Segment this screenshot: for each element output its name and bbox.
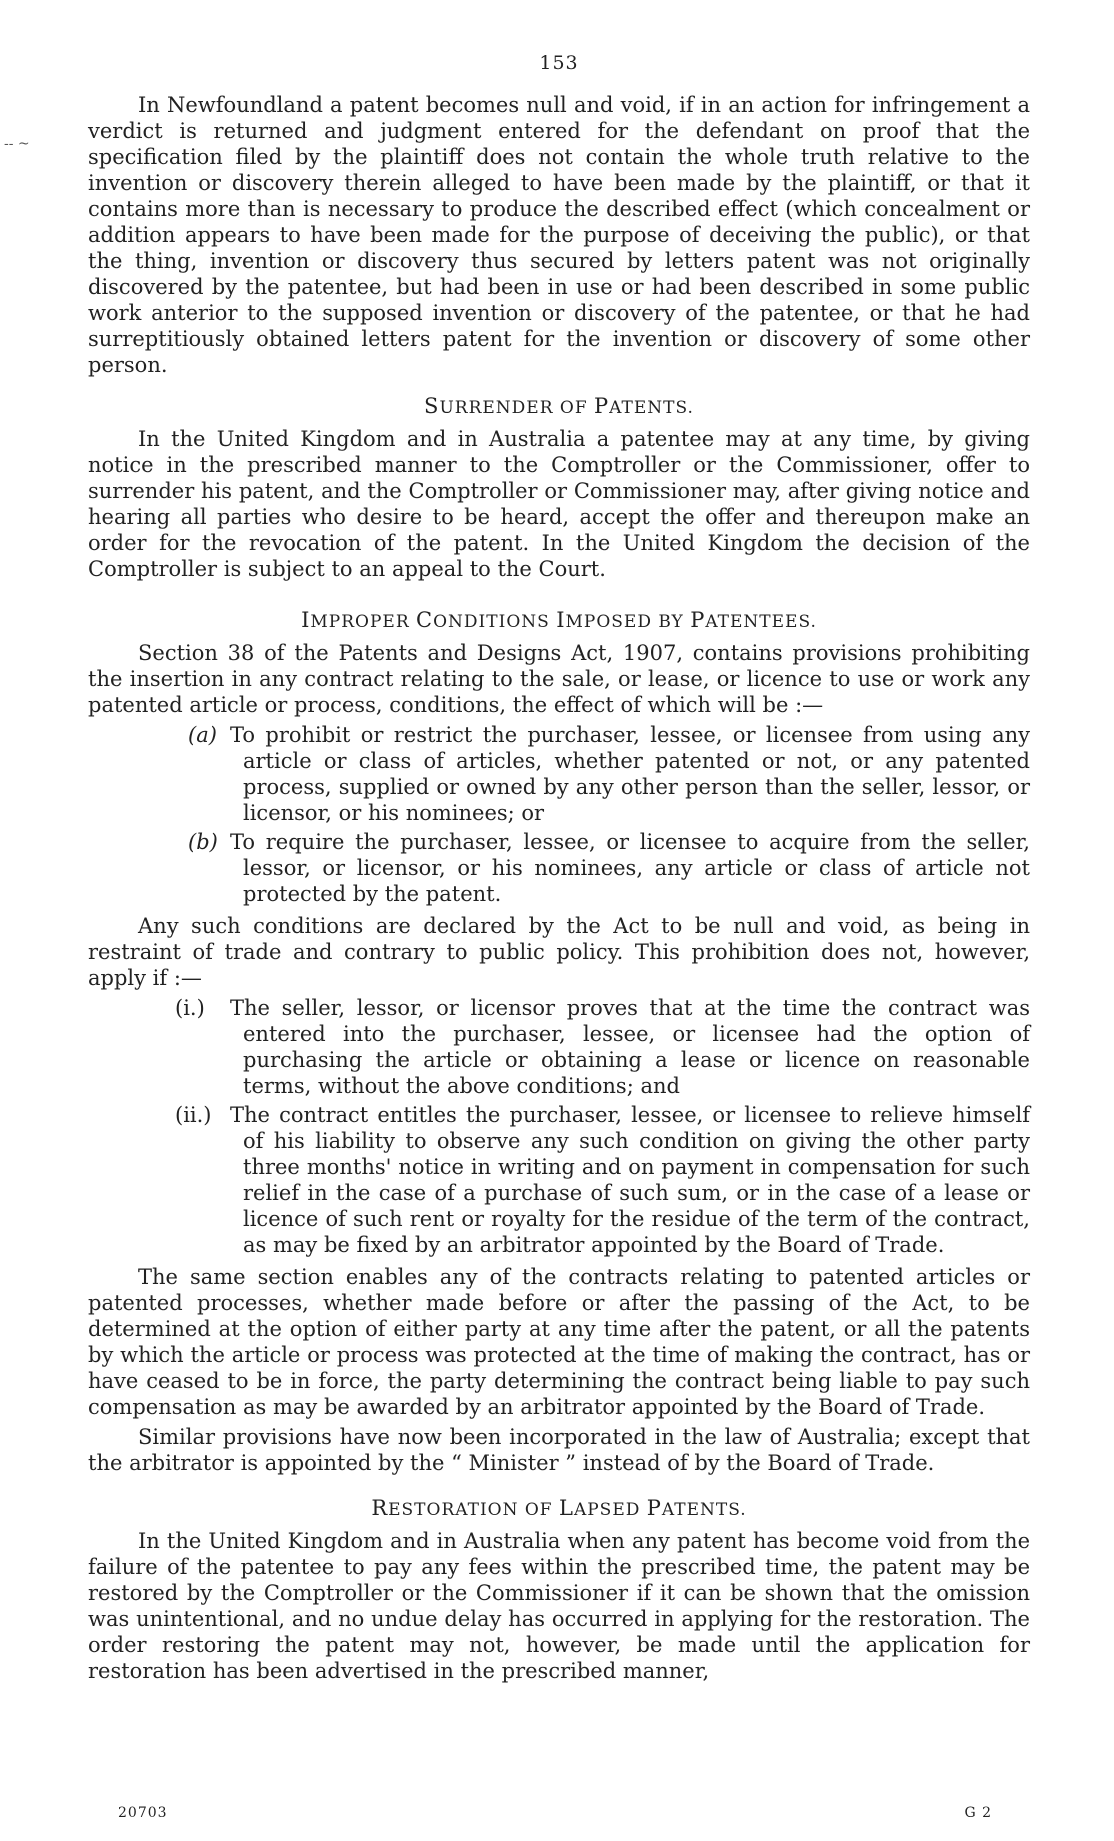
signature-mark: G 2 (964, 1805, 992, 1821)
heading-text: ESTORATION OF (388, 1500, 560, 1520)
list-item (88, 995, 1030, 1099)
heading-text: ATENTS. (661, 1500, 747, 1520)
void-conditions-paragraph: Any such conditions are declared by the Act to be null and void, as being in restraint of trade and contrary to public policy. This prohibition does not, however, apply if :— (88, 914, 1030, 990)
heading-cap: C (416, 608, 434, 632)
page-number: 153 (539, 52, 579, 74)
list-marker: (b) (188, 830, 218, 854)
similar-provisions-paragraph: Similar provisions have now been incorporated in the law of Australia; except that the arbitrator is appointed by the “ Minister ” instead of by the Board of Trade. (88, 1425, 1030, 1475)
list-item (88, 829, 1030, 907)
surrender-heading (88, 394, 1030, 418)
heading-cap: P (646, 1496, 662, 1520)
heading-text: MPROPER (310, 612, 417, 632)
list-item (88, 722, 1030, 826)
list-item-text: The contract entitles the purchaser, lessee, or licensee to relieve himself of his liability to observe any such condition on giving the other party three months' notice in writing and on payment in compensation for such relief in the case of a purchase of such sum, or in the case of a lease or licence of such rent or royalty for the residue of the term of the contract, as may be fixed by an arbitrator appointed by the Board of Trade. (230, 1103, 1030, 1257)
list-marker: (i.) (175, 996, 205, 1020)
heading-text: URRENDER OF (439, 398, 595, 418)
margin-mark: -- ~ (4, 136, 30, 152)
intro-paragraph: In Newfoundland a patent becomes null and void, if in an action for infringement a verdict is returned and judgment entered for the defendant on proof that the specification filed by the plaintiff does not contain the whole truth relative to the invention or discovery therein alleged to have been made by the plaintiff, or that it contains more than is necessary to produce the described effect (which concealment or addition appears to have been made for the purpose of deceiving the public), or that the thing, invention or discovery thus secured by letters patent was not originally discovered by the patentee, but had been in use or had been described in some public work anterior to the supposed invention or discovery of the patentee, or that he had surreptitiously obtained letters patent for the invention or discovery of some other person. (88, 93, 1030, 377)
improper-conditions-heading (88, 608, 1030, 632)
list-item (88, 1102, 1030, 1258)
print-reference: 20703 (118, 1805, 168, 1821)
list-marker: (ii.) (175, 1103, 212, 1127)
heading-cap: P (690, 608, 706, 632)
heading-cap: P (594, 394, 610, 418)
list-item-text: To prohibit or restrict the purchaser, lessee, or licensee from using any article or class of articles, whether patented or not, or any patented process, supplied or owned by any other person than the seller, lessor, or licensor, or his nominees; or (230, 723, 1030, 825)
list-item-text: The seller, lessor, or licensor proves that at the time the contract was entered into the purchaser, lessee, or licensee had the option of purchasing the article or obtaining a lease or licence on reasonable terms, without the above conditions; and (230, 996, 1030, 1098)
same-section-paragraph: The same section enables any of the contracts relating to patented articles or patented processes, whether made before or after the passing of the Act, to be determined at the option of either party at any time after the patent, or all the patents by which the article or process was protected at the time of making the contract, has or have ceased to be in force, the party determining the contract being liable to pay such compensation as may be awarded by an arbitrator appointed by the Board of Trade. (88, 1265, 1030, 1419)
surrender-paragraph: In the United Kingdom and in Australia a patentee may at any time, by giving notice in the prescribed manner to the Comptroller or the Commissioner, offer to surrender his patent, and the Comptroller or Commissioner may, after giving notice and hearing all parties who desire to be heard, accept the offer and thereupon make an order for the revocation of the patent. In the United Kingdom the decision of the Comptroller is subject to an appeal to the Court. (88, 427, 1030, 581)
heading-text: ONDITIONS (433, 612, 557, 632)
page-footer (118, 1805, 992, 1821)
heading-cap: I (301, 608, 311, 632)
heading-text: ATENTEES. (705, 612, 817, 632)
heading-text: MPOSED BY (565, 612, 691, 632)
restoration-paragraph: In the United Kingdom and in Australia when any patent has become void from the failure of the patentee to pay any fees within the prescribed time, the patent may be restored by the Comptroller or the Commissioner if it can be shown that the omission was unintentional, and no undue delay has occurred in applying for the restoration. The order restoring the patent may not, however, be made until the application for restoration has been advertised in the prescribed manner, (88, 1529, 1030, 1683)
improper-conditions-paragraph: Section 38 of the Patents and Designs Act, 1907, contains provisions prohibiting the insertion in any contract relating to the sale, or lease, or licence to use or work any patented article or process, conditions, the effect of which will be :— (88, 641, 1030, 717)
heading-text: APSED (573, 1500, 647, 1520)
heading-cap: S (424, 394, 440, 418)
heading-cap: I (556, 608, 566, 632)
heading-cap: R (371, 1496, 389, 1520)
restoration-heading (88, 1496, 1030, 1520)
heading-text: ATENTS. (609, 398, 694, 418)
list-item-text: To require the purchaser, lessee, or licensee to acquire from the seller, lessor, or licensor, or his nominees, any article or class of article not protected by the patent. (230, 830, 1030, 906)
heading-cap: L (559, 1496, 574, 1520)
list-marker: (a) (188, 723, 217, 747)
